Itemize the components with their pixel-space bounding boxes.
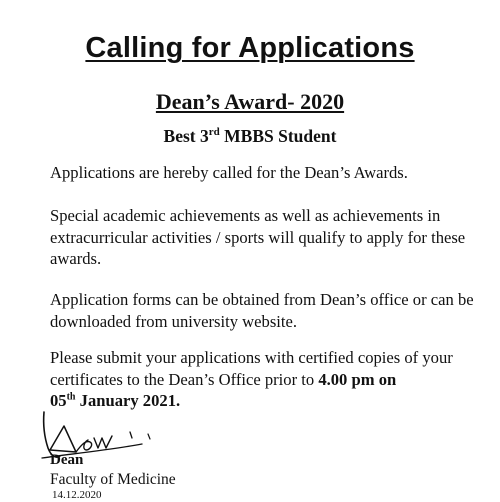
paragraph-submission [50, 347, 490, 412]
deadline-day: 05 [50, 391, 67, 410]
deadline-day-suffix: th [66, 391, 76, 403]
deadline-rest: January 2021. [75, 391, 181, 410]
paragraph-intro: Applications are hereby called for the Dean’s Awards. [50, 163, 408, 182]
award-subtitle [0, 124, 500, 148]
paragraph-forms: Application forms can be obtained from Dean’s office or can be downloaded from university website. [50, 290, 474, 331]
signatory-title: Dean [50, 452, 84, 468]
student-suffix: MBBS Student [219, 126, 337, 146]
student-prefix: Best 3 [163, 126, 209, 146]
submission-text: Please submit your applications with certified copies of your certificates to the Dean’s Office prior to [50, 348, 453, 389]
paragraph-eligibility: Special academic achievements as well as achievements in extracurricular activities / sports will qualify to apply for these awards. [50, 206, 466, 268]
notice-title: Calling for Applications [85, 32, 415, 64]
notice-date: 14.12.2020 [52, 489, 102, 501]
deadline-time: 4.00 pm on [318, 369, 397, 389]
student-ordinal: rd [208, 126, 220, 139]
signatory-faculty: Faculty of Medicine [50, 471, 176, 488]
award-title: Dean’s Award- 2020 [155, 89, 345, 114]
